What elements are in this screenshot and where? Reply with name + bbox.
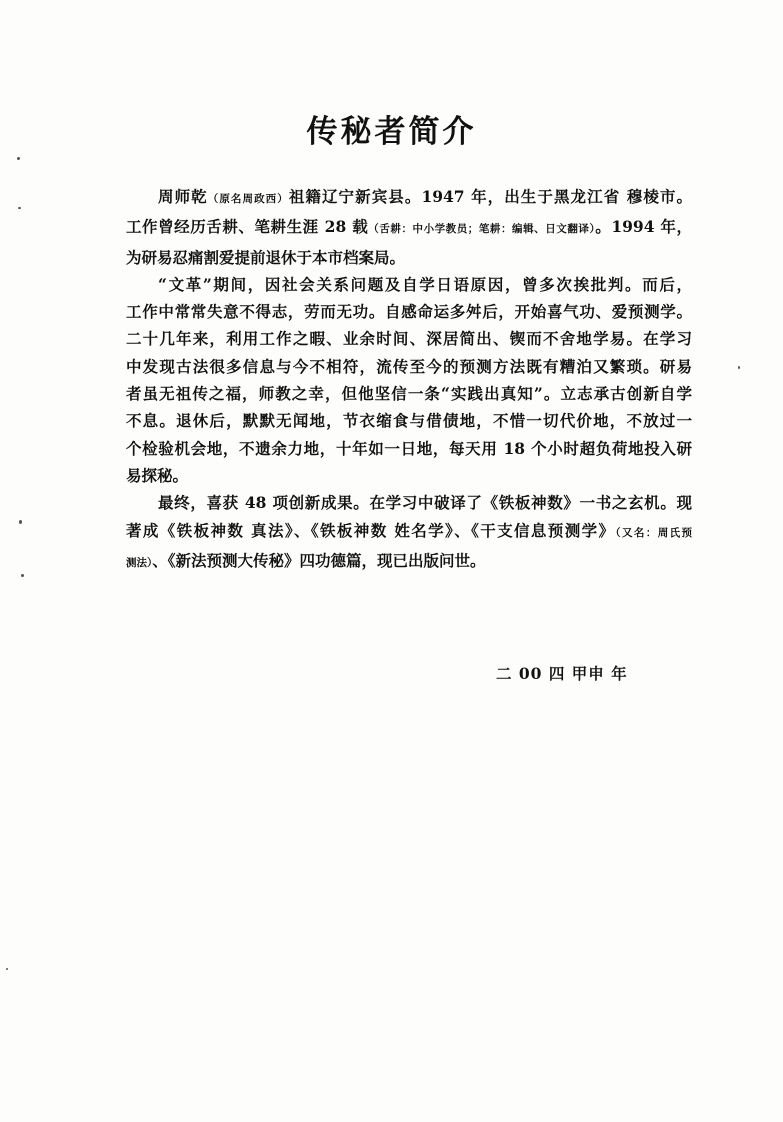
text-run: “文革”期间，因社会关系问题及自学日语原因，曾多次挨批判。而后， <box>158 274 692 294</box>
paragraph-3 <box>126 489 692 577</box>
annotation-text: （舌耕：中小学教员；笔耕：编辑、日文翻译） <box>368 223 596 236</box>
text-run: 周师乾 <box>158 187 208 206</box>
paragraph-1 <box>126 183 692 271</box>
paragraph-line <box>126 271 692 298</box>
paragraph-line <box>126 325 692 352</box>
paragraph-line <box>126 489 692 516</box>
paragraph-line <box>126 435 692 462</box>
annotation-text: 测法） <box>126 556 153 569</box>
document-body <box>126 183 692 577</box>
text-run: 为研易忍痛割爱提前退休于本市档案局。 <box>126 247 406 267</box>
scan-speck <box>18 207 21 209</box>
text-run: 个检验机会地，不遗余力地，十年如一日地，每天用 18 个小时超负荷地投入研 <box>126 438 692 458</box>
paragraph-line <box>126 462 692 489</box>
text-run: 、《新法预测大传秘》四功德篇，现已出版问世。 <box>152 550 486 570</box>
text-run: 祖籍辽宁新宾县。1947 年，出生于黑龙江省 穆棱市。 <box>288 187 692 206</box>
scan-speck <box>21 574 24 577</box>
text-run: 最终，喜获 48 项创新成果。在学习中破译了《铁板神数》一书之玄机。现 <box>158 493 692 513</box>
paragraph-line <box>126 183 692 213</box>
scan-speck <box>19 520 22 524</box>
paragraph-line <box>126 298 692 325</box>
text-run: 易探秘。 <box>126 465 189 485</box>
paragraph-line <box>126 244 692 271</box>
paragraph-line <box>126 213 692 243</box>
scan-speck <box>738 366 740 369</box>
text-run: 工作曾经历舌耕、笔耕生涯 28 载 <box>126 217 369 237</box>
text-run: 中发现古法很多信息与今不相符，流传至今的预测方法既有糟泊又繁琐。研易 <box>126 356 692 376</box>
paragraph-line <box>126 407 692 434</box>
paragraph-line <box>126 547 692 577</box>
paragraph-line <box>126 380 692 407</box>
paragraph-line <box>126 353 692 380</box>
text-run: 著成《铁板神数 真法》、《铁板神数 姓名学》、《干支信息预测学》 <box>126 520 616 540</box>
text-run: 。1994 年， <box>595 217 692 237</box>
text-run: 工作中常常失意不得志，劳而无功。自感命运多舛后，开始喜气功、爱预测学。 <box>126 302 692 322</box>
document-title: 传秘者简介 <box>306 114 477 150</box>
scan-speck <box>6 968 8 970</box>
scan-speck <box>17 157 20 160</box>
text-run: 二十几年来，利用工作之暇、业余时间、深居简出、锲而不舍地学易。在学习 <box>126 329 692 349</box>
annotation-text: （原名周政西） <box>207 193 289 205</box>
text-run: 不息。退休后，默默无闻地，节衣缩食与借债地，不惜一切代价地，不放过一 <box>126 411 692 431</box>
annotation-text: （又名：周氏预 <box>615 526 693 539</box>
paragraph-2 <box>126 271 692 489</box>
text-run: 者虽无祖传之福，师教之幸，但他坚信一条“实践出真知”。立志承古创新自学 <box>126 384 692 404</box>
document-date: 二 00 四 甲申 年 <box>496 664 628 683</box>
paragraph-line <box>126 517 692 547</box>
